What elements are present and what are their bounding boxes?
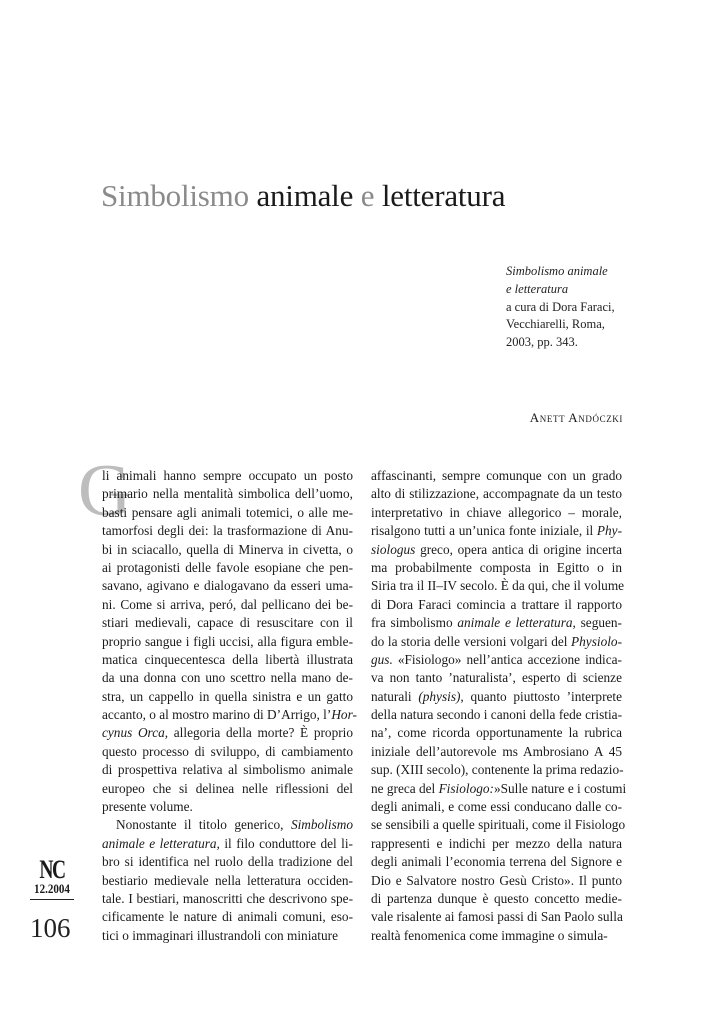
bib-publisher: Vecchiarelli, Roma, — [506, 317, 605, 332]
text-line: fra simbolismo animale e letteratura, seguen- — [371, 615, 622, 631]
text-line: di prospettiva relativa al simbolismo animale — [102, 762, 353, 778]
text-line: se sensibili a quelle spirituali, come il Fisiologo — [371, 817, 626, 833]
text-line: bi in sciacallo, quella di Minerva in civetta, o — [102, 541, 353, 557]
text-line: do la storia delle versioni volgari del Physiolo- — [371, 633, 622, 649]
text-line: tamorfosi degli dei: la trasformazione di Anu- — [102, 523, 353, 539]
text-line: iniziale dell’autorevole ms Ambrosiano A 45 — [371, 743, 622, 759]
text-line: animale e letteratura, il filo conduttore del li- — [102, 835, 353, 851]
text-line: bro si identifica nel ruolo della tradizione del — [102, 854, 353, 870]
text-line: li animali hanno sempre occupato un posto — [102, 468, 353, 483]
page-title — [101, 176, 505, 216]
text-line: naturali (physis), quanto piuttosto ’interprete — [371, 688, 623, 704]
text-line: na’, come ricorda opportunamente la rubrica — [371, 725, 622, 741]
text-line: savano, agivano e dialogavano da esseri uma- — [102, 578, 353, 594]
text-line: cynus Orca, allegoria della morte? È proprio — [102, 725, 353, 741]
text-line: rappresenti e indichi per mezzo della natura — [371, 835, 622, 851]
bib-editor: a cura di Dora Faraci, — [506, 299, 615, 314]
text-line: presente volume. — [102, 799, 193, 815]
text-line: ni. Come si arriva, peró, dal pellicano dei be- — [102, 596, 353, 612]
text-line: va non tanto ’naturalista’, esperto di scienze — [371, 670, 622, 686]
text-line: primario nella mentalità simbolica dell’uomo, — [102, 486, 353, 502]
drop-cap: G — [78, 450, 132, 532]
text-line: ma probabilmente composta in Egitto o in — [371, 559, 622, 575]
text-line: tale. I bestiari, manoscritti che descrivono spe- — [102, 890, 353, 906]
title-word-e: e — [360, 178, 375, 213]
text-line: siologus greco, opera antica di origine incerta — [371, 541, 622, 557]
text-line: accanto, o al mostro marino di D’Arrigo, l’Hor- — [102, 707, 357, 723]
text-line: questo processo di sviluppo, di cambiamento — [102, 743, 353, 759]
issue-mark — [30, 855, 74, 900]
text-line: matica cinquecentesca della libertà illustrata — [102, 651, 353, 667]
text-line: bestiario medievale nella letteratura occiden- — [102, 872, 353, 888]
text-line: di partenza dunque è questo concetto medie- — [371, 890, 622, 906]
bib-book-title-2: e letteratura — [506, 281, 569, 296]
text-line: stra, un cappello in quella sinistra e un gatto — [102, 688, 353, 704]
text-line: basti pensare agli animali totemici, o alle me- — [102, 504, 353, 520]
text-line: sup. (XIII secolo), contenente la prima redazio- — [371, 762, 624, 778]
text-line: stiari medievali, capace di resuscitare con il — [102, 615, 353, 631]
text-line: da una donna con uno scettro nella mano de- — [102, 670, 353, 686]
text-line: alto di stilizzazione, accompagnate da un testo — [371, 486, 622, 502]
left-column — [102, 467, 357, 945]
text-line: Nonostante il titolo generico, Simbolismo — [116, 817, 353, 833]
bib-book-title-1: Simbolismo animale — [506, 264, 608, 278]
title-word-animale: animale — [256, 178, 354, 213]
text-line: degli animali, e come essi conducano dalle co- — [371, 799, 622, 815]
text-line: di Dora Faraci comincia a trattare il rapporto — [371, 596, 622, 612]
text-line: della natura secondo i canoni della fede cristia- — [371, 707, 622, 723]
text-line: risalgono tutti a un’unica fonte iniziale, il Phy- — [371, 523, 622, 539]
issue-number: 12.2004 — [34, 881, 70, 896]
text-line: interpretativo in chiave allegorico – morale, — [371, 504, 622, 520]
text-line: tici o immaginari illustrandoli con miniature — [102, 927, 338, 943]
title-word-simbolismo: Simbolismo — [101, 178, 249, 213]
text-line: europeo che si delinea nelle riflessioni del — [102, 780, 353, 796]
text-line: gus. «Fisiologo» nell’antica accezione indica- — [371, 651, 622, 667]
page-number: 106 — [30, 913, 71, 943]
bib-year-pages: 2003, pp. 343. — [506, 335, 578, 350]
text-line: Dio e Salvatore nostro Gesù Cristo». Il punto — [371, 872, 622, 888]
text-line: ne greca del Fisiologo:»Sulle nature e i costumi — [371, 780, 627, 796]
text-line: affascinanti, sempre comunque con un grado — [371, 468, 622, 483]
text-line: realtà fenomenica come immagine o simula- — [371, 927, 608, 943]
text-line: ai protagonisti delle favole esopiane che pen- — [102, 559, 353, 575]
text-line: degli animali l’economia terrena del Signore e — [371, 854, 622, 870]
text-line: cificamente le nature di animali comuni, eso- — [102, 909, 353, 925]
text-line: proprio sangue i figli uccisi, alla figura emble- — [102, 633, 353, 649]
right-column — [371, 467, 627, 945]
title-word-letteratura: letteratura — [381, 178, 506, 213]
divider — [30, 899, 74, 900]
journal-logo: NC — [39, 855, 65, 884]
bibliographic-note — [506, 263, 615, 352]
text-line: vale risalente ai famosi passi di San Paolo sulla — [371, 909, 623, 925]
text-line: Siria tra il II–IV secolo. È da qui, che il volume — [371, 578, 625, 594]
author-name: Anett Andóczki — [529, 410, 623, 425]
